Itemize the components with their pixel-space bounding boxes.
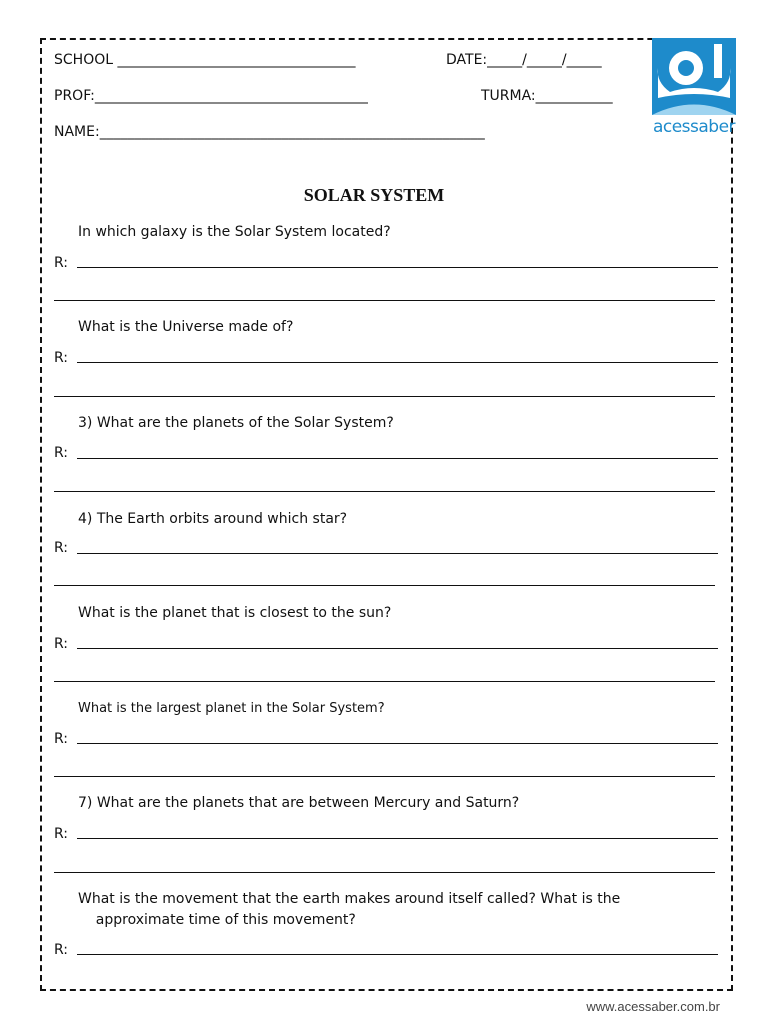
answer-label-7: R: [54, 826, 69, 842]
acessaber-logo [652, 38, 736, 138]
answer-label-1: R: [54, 255, 69, 271]
answer-label-3: R: [54, 445, 69, 461]
question-6: What is the largest planet in the Solar System? [78, 701, 385, 716]
page-title: SOLAR SYSTEM [303, 185, 445, 205]
answer-line-4[interactable] [77, 553, 718, 554]
question-5: What is the planet that is closest to the sun? [78, 605, 392, 621]
answer-label-6: R: [54, 731, 69, 747]
question-3: 3) What are the planets of the Solar System? [78, 415, 394, 431]
answer-label-4: R: [54, 540, 69, 556]
answer-line-5[interactable] [77, 648, 718, 649]
school-field[interactable]: SCHOOL __________________________________ [54, 52, 356, 68]
footer-url: www.acessaber.com.br [586, 999, 720, 1014]
answer-line-1b[interactable] [54, 300, 715, 301]
answer-label-2: R: [54, 350, 69, 366]
date-field[interactable]: DATE:_____/_____/_____ [446, 52, 602, 68]
answer-line-2b[interactable] [54, 396, 715, 397]
answer-line-4b[interactable] [54, 585, 715, 586]
name-field[interactable]: NAME:_______________________________________________________ [54, 124, 485, 140]
logo-text: acessaber [652, 117, 736, 137]
answer-line-8[interactable] [77, 954, 718, 955]
answer-line-2[interactable] [77, 362, 718, 363]
acessaber-logo-icon [652, 38, 736, 115]
answer-label-5: R: [54, 636, 69, 652]
answer-line-1[interactable] [77, 267, 718, 268]
answer-line-7b[interactable] [54, 872, 715, 873]
answer-line-6b[interactable] [54, 776, 715, 777]
answer-line-3[interactable] [77, 458, 718, 459]
answer-line-6[interactable] [77, 743, 718, 744]
answer-line-3b[interactable] [54, 491, 715, 492]
question-2: What is the Universe made of? [78, 319, 294, 335]
question-7: 7) What are the planets that are between Mercury and Saturn? [78, 795, 520, 811]
answer-line-7[interactable] [77, 838, 718, 839]
prof-field[interactable]: PROF:_______________________________________ [54, 88, 368, 104]
turma-field[interactable]: TURMA:___________ [481, 88, 613, 104]
answer-line-5b[interactable] [54, 681, 715, 682]
question-4: 4) The Earth orbits around which star? [78, 511, 348, 527]
answer-label-8: R: [54, 942, 69, 958]
question-1: In which galaxy is the Solar System located? [78, 224, 391, 240]
question-8: What is the movement that the earth makes around itself called? What is the approximate time of this movement? [78, 891, 621, 928]
